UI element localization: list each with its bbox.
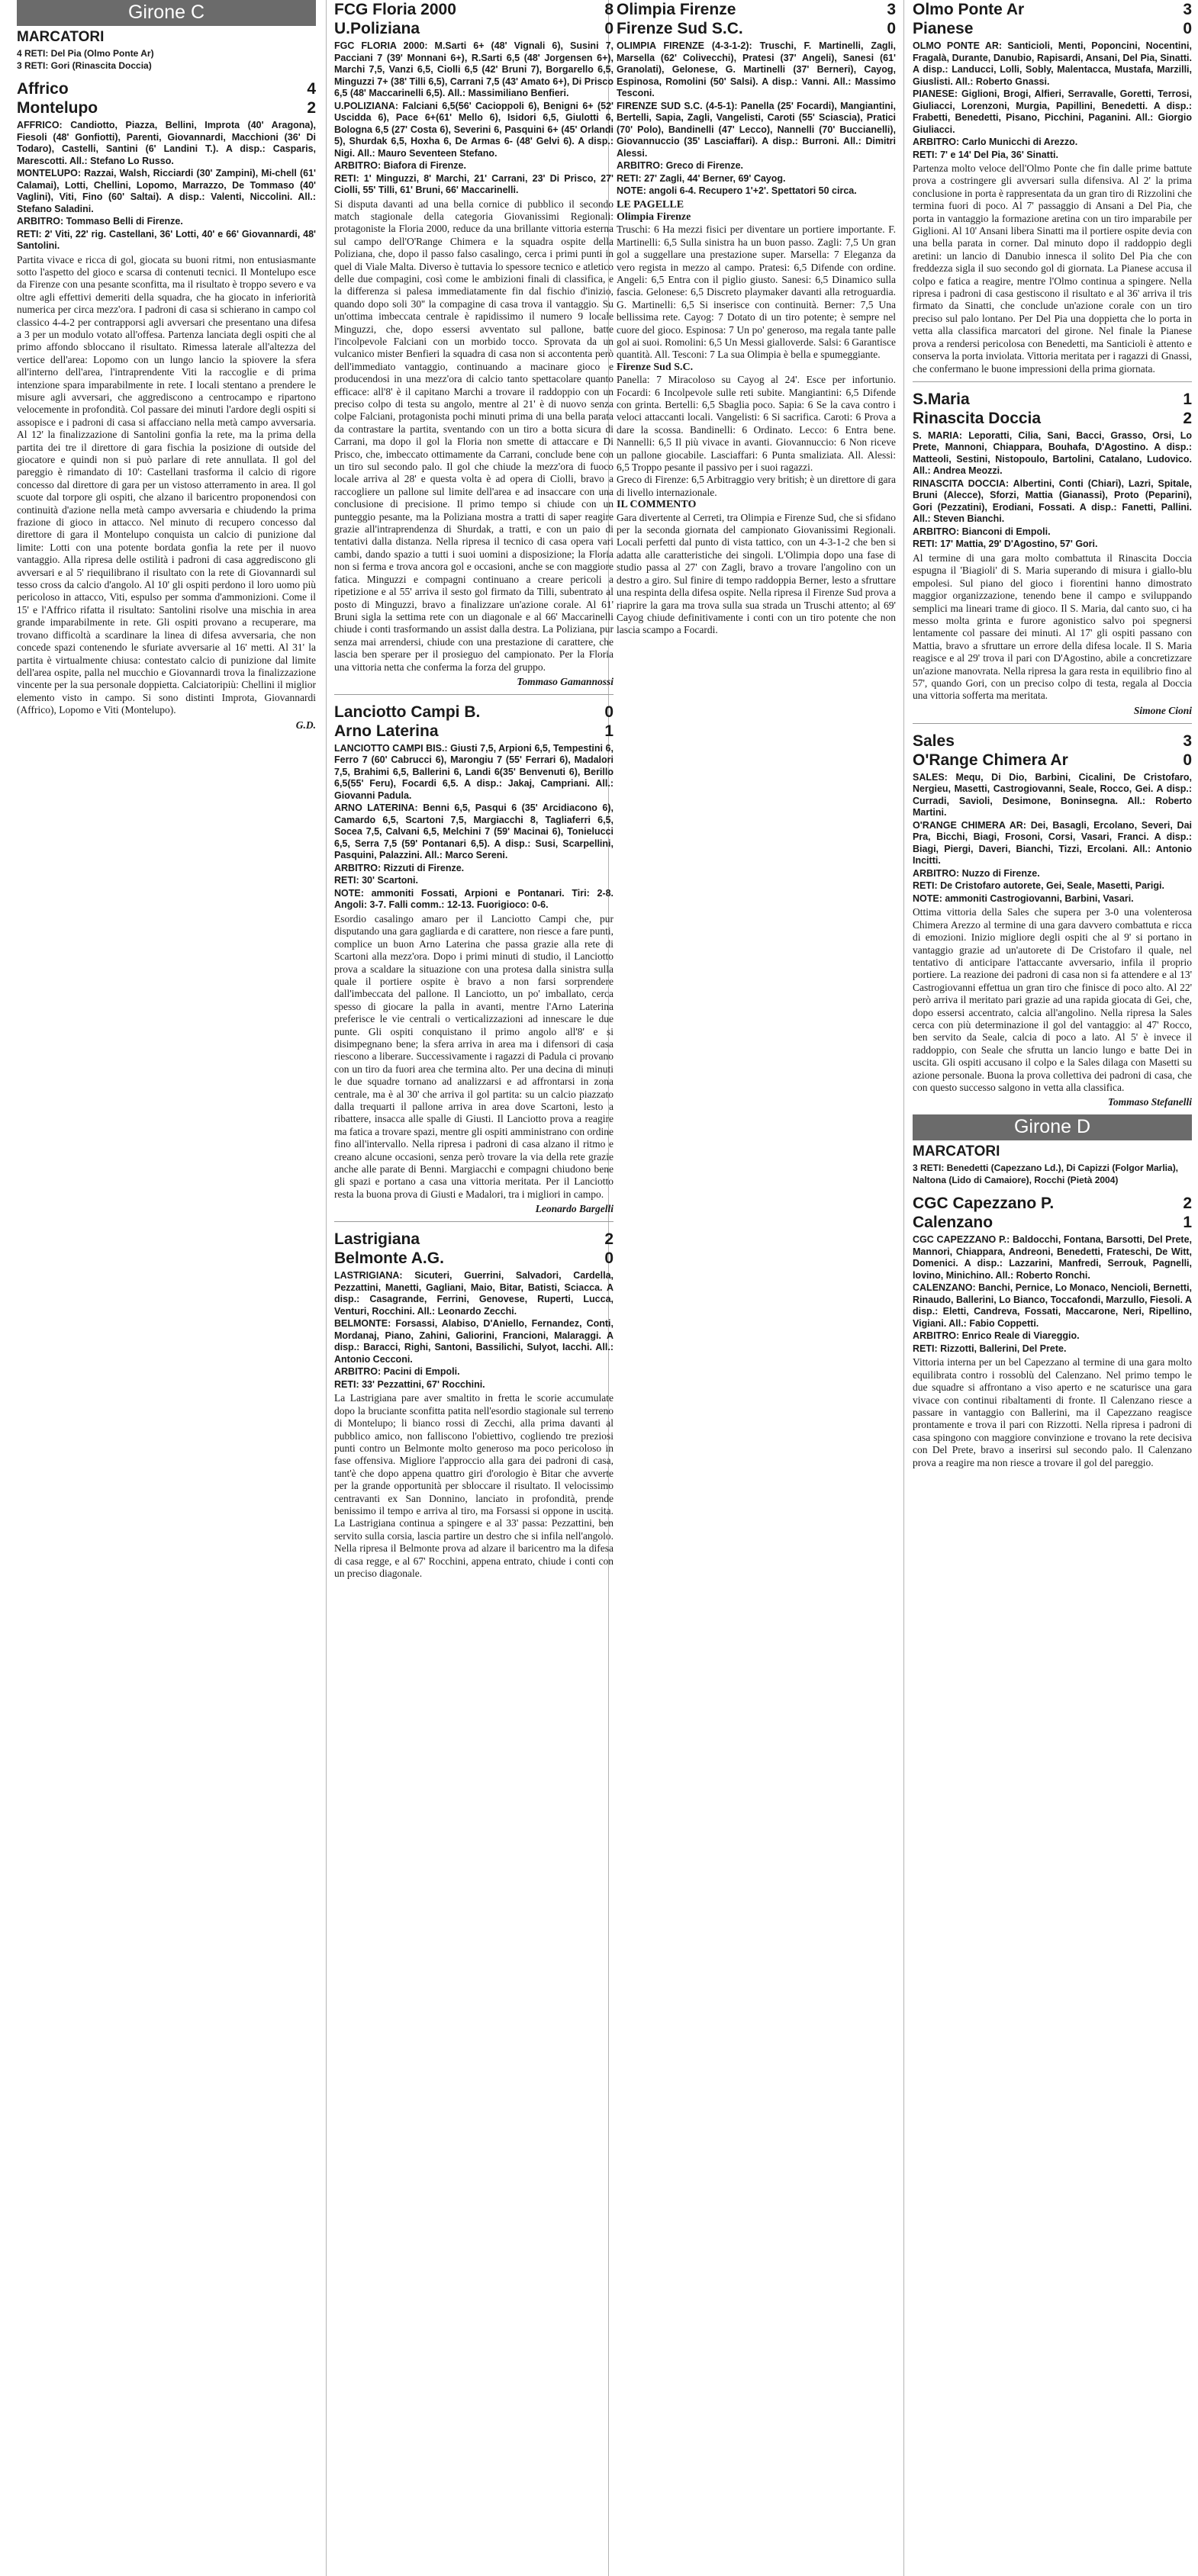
divider <box>334 1221 613 1222</box>
away-team: Firenze Sud S.C. <box>617 20 743 37</box>
away-team-row <box>334 722 613 741</box>
home-team-row <box>913 0 1192 19</box>
author-signature: Leonardo Bargelli <box>535 1203 613 1215</box>
group-banner-d: Girone D <box>913 1114 1192 1140</box>
away-lineup: U.POLIZIANA: Falciani 6,5(56' Cacioppoli 6), Benigni 6+ (52' Uscidda 6), Pace 6+(61' Mello 6), Isidori 6,5, Giulotti 6, Bologna 6,5 (27' Costa 6), Severini 6, Pasquini 6+ (45' Orlandi 5), Shurdak 6,5, Hoxha 6, De Armas 6- (48' Gelvi 6). A disp.: Nigi. All.: Mauro Seventeen Stefano. <box>334 100 613 159</box>
home-team-row <box>913 1194 1192 1213</box>
article-text: Ottima vittoria della Sales che supera per 3-0 una volenterosa Chimera Arezzo al termine di una gara davvero combattuta e ricca di emozioni. Inizio migliore degli ospiti che al 9' si portano in vantaggio grazie ad un'autorete di De Cristofaro il quale, nel tentativo di anticipare l'attaccante avversario, infila il proprio portiere. La reazione dei padroni di casa non si fa attendere e al 13' Castrogiovanni effettua un gran tiro che finisce di poco alto. Al 22' però arriva il meritato pari grazie ad una rapida giocata di Gei, che, dopo essersi accentrato, calcia all'angolino. Nella ripresa la Sales cerca con più determinazione il gol del vantaggio: al 47' Rocco, ben servito da Seale, calcia di poco a lato. Al 5' è invece il raddoppio, con Seale che sfrutta un lancio lungo e batte Dei in uscita. Gli ospiti accusano il colpo e la Sales dilaga con Masetti su azione personale. Buona la prova collettiva dei padroni di casa, che con questo successo salgono in vetta alla classifica. <box>913 906 1192 1093</box>
home-score: 0 <box>604 703 613 721</box>
match-info <box>913 430 1192 551</box>
match-info <box>334 40 613 197</box>
home-team-row <box>334 0 613 19</box>
column-4 <box>907 0 1198 2576</box>
home-team-row <box>334 703 613 722</box>
home-lineup: LASTRIGIANA: Sicuteri, Guerrini, Salvadori, Cardella, Pezzattini, Manetti, Gagliani, Maio, Bitar, Batisti, Sciacca. A disp.: Casagrande, Ferrini, Genovese, Ruperti, Lucca, Venturi, Rocchini. All.: Leonardo Zecchi. <box>334 1270 613 1317</box>
home-team: S.Maria <box>913 390 970 408</box>
away-team-row <box>334 1249 613 1268</box>
match-olmo-pianese <box>913 0 1192 375</box>
ratings <box>617 199 896 637</box>
column-divider <box>326 0 327 2576</box>
ratings-team: Firenze Sud S.C. <box>617 361 694 373</box>
away-score: 0 <box>604 1249 613 1268</box>
divider <box>913 723 1192 724</box>
match-info <box>617 40 896 198</box>
match-lastrigiana-belmonte <box>334 1230 613 1580</box>
comment-title: IL COMMENTO <box>617 499 697 511</box>
away-team: Montelupo <box>17 99 98 117</box>
away-lineup: FIRENZE SUD S.C. (4-5-1): Panella (25' Focardi), Mangiantini, Bertelli, Sapia, Zagli, Vangelisti, Caroti (55' Sciascia), Pratici (70' Polo), Bandinelli (47' Lecco), Nannelli (70' Buccianelli), Giovannuccio (35' Lasciaffari). A disp.: Burroni. All.: Dimitri Alessi. <box>617 100 896 159</box>
column-divider <box>903 0 904 2576</box>
home-score: 8 <box>604 1 613 18</box>
notes: NOTE: ammoniti Castrogiovanni, Barbini, Vasari. <box>913 892 1134 904</box>
author-signature: Simone Cioni <box>1133 704 1192 716</box>
goals: RETI: 33' Pezzattini, 67' Rocchini. <box>334 1378 485 1390</box>
referee: ARBITRO: Rizzuti di Firenze. <box>334 862 465 873</box>
home-score: 2 <box>1183 1195 1192 1213</box>
away-team-row <box>913 409 1192 428</box>
away-lineup: RINASCITA DOCCIA: Albertini, Conti (Chiari), Lazri, Spitale, Bruni (Alecce), Sforzi, Mattia (Gianassi), Proto (Peparini), Gori (Pezzatini), Erodiani, Fossati. A disp.: Fanetti, Pallini. All.: Steven Bianchi. <box>913 478 1192 525</box>
comment-text: Gara divertente al Cerreti, tra Olimpia e Firenze Sud, che si sfidano per la seconda giornata del campionato Giovanissimi Regionali. Locali perfetti dal punto di vista tattico, con un 4-3-1-2 che ben si adatta alle caratteristiche dei singoli. L'Olimpia dopo una fase di studio passa al 27' con Zagli, bravo a trovare l'angolino con un destro a giro. Sul finire di tempo raddoppia Berner, lesto a sfruttare una respinta della difesa ospite. Nella ripresa il Firenze Sud prova a riaprire la gara ma trova sulla sua strada un Truschi attento; al 69' Cayog chiude definitivamente i conti con un tiro potente che non lascia scampo a Focardi. <box>617 511 896 636</box>
home-team: Lastrigiana <box>334 1230 420 1249</box>
home-lineup: CGC CAPEZZANO P.: Baldocchi, Fontana, Barsotti, Del Prete, Mannori, Chiappara, Andreoni, Benedetti, Frateschi, De Witt, Domenici. A disp.: Lazzarini, Manfredi, Serrouk, Pagnelli, lovino, Minichino. All.: Roberto Ronchi. <box>913 1234 1192 1281</box>
away-score: 2 <box>307 99 316 117</box>
ratings-title: LE PAGELLE <box>617 198 684 211</box>
home-score: 3 <box>1183 1 1192 18</box>
goals: RETI: De Cristofaro autorete, Gei, Seale, Masetti, Parigi. <box>913 880 1164 892</box>
ratings-text: Truschi: 6 Ha mezzi fisici per diventare un portiere importante. F. Martinelli: 6,5 Sulla sinistra ha un buon passo. Zagli: 7,5 Un gran gol a suggellare una prestazione super. Marsella: 7 Eleganza da vero regista in mezzo al campo. Pratesi: 6,5 Difende con ordine. Angeli: 6,5 Entra con il piglio giusto. Sanesi: 6,5 Dinamico sulla fascia. Gelonese: 6,5 Discreto playmaker davanti alla retroguardia. G. Martinelli: 6,5 Si inserisce con continuità. Berner: 7,5 Una bellissima rete. Cayog: 7 Dotato di un tiro potente; è sempre nel cuore del gioco. Espinosa: 7 Un po' generoso, ma regala tante palle gol ai suoi. Romolini: 6,5 Un Messi gialloverde. Salsi: 6 Garantisce quantità. All. Tesconi: 7 La sua Olimpia è bella e spumeggiante. <box>617 224 896 361</box>
goals: RETI: 2' Viti, 22' rig. Castellani, 36' Lotti, 40' e 66' Giovannardi, 48' Santolini. <box>17 228 316 251</box>
away-score: 0 <box>887 20 896 37</box>
away-lineup: O'RANGE CHIMERA AR: Dei, Basagli, Ercolano, Severi, Dai Pra, Bicchi, Biagi, Frosoni, Corsi, Vasari, Franci. A disp.: Biagi, Piergi, Daveri, Bianchi, Tizzi, Ercolani. All.: Antonio Incitti. <box>913 819 1192 867</box>
home-lineup: OLMO PONTE AR: Santicioli, Menti, Poponcini, Nocentini, Fragalà, Durante, Danubio, Rapisardi, Ansani, Del Pia, Sinatti. A disp.: Landucci, Lolli, Sobly, Malentacca, Mustafa, Marzilli, Giuslisti. All.: Roberto Gnassi. <box>913 40 1192 87</box>
match-fcg-poliziana <box>334 0 613 688</box>
away-score: 0 <box>604 20 613 37</box>
home-lineup: SALES: Mequ, Di Dio, Barbini, Cicalini, De Cristofaro, Nergieu, Masetti, Castrogiovanni, Seale, Rocco, Gei. A disp.: Curradi, Savioli, Desimone, Boninsegna. All.: Roberto Martini. <box>913 771 1192 818</box>
article-body <box>334 1392 613 1580</box>
scorers-title: MARCATORI <box>913 1143 1000 1160</box>
home-team-row <box>617 0 896 19</box>
article-text: Vittoria interna per un bel Capezzano al termine di una gara molto equilibrata contro i rossoblù del Calenzano. Nel primo tempo le due squadre si affrontano a viso aperto e ne scaturisce una gara vivace con continui ribaltamenti di fronte. Il Calenzano riesce a passare in vantaggio con Ballerini, ma il Capezzano reagisce prontamente e trova il pari con Rizzotti. Nella ripresa i padroni di casa spingono con maggiore convinzione e trovano la rete decisiva con Del Prete, bravo a inserirsi sul secondo palo. Il Calenzano prova a reagire ma non riesce a trovare il gol del pareggio. <box>913 1356 1192 1468</box>
goals: RETI: 30' Scartoni. <box>334 875 418 886</box>
referee: ARBITRO: Greco di Firenze. <box>617 160 743 171</box>
referee: ARBITRO: Biafora di Firenze. <box>334 160 466 171</box>
match-lanciotto-laterina <box>334 703 613 1215</box>
away-team-row <box>913 1213 1192 1232</box>
away-team-row <box>617 19 896 38</box>
home-team: FCG Floria 2000 <box>334 1 456 18</box>
referee: ARBITRO: Nuzzo di Firenze. <box>913 867 1040 879</box>
article-text: Partita vivace e ricca di gol, giocata su buoni ritmi, non entusiasmante sotto l'aspetto del gioco e scarsa di contenuti tecnici. Il Montelupo esce da Firenze con una pesante sconfitta, ma il risultato è troppo severo e va oltre agli effettivi demeriti della squadra, che ha giocato in inferiorità numerica per circa mezz'ora. I padroni di casa si schierano in campo col classico 4-4-2 per contrapporsi agli avversari che presentano una difesa a 3 per un modulo votato all'offesa. Partenza lanciata degli ospiti che al primo affondo sbloccano il risultato. Rimessa laterale all'altezza del vertice dell'area: Lopomo con un lungo lancio la spiovere la sfera all'interno dell'area, l'intraprendente Viti la raccoglie e di prima intenzione spara imparabilmente in rete. I locali stentano a prendere le misure agli avversari, che aggrediscono a centrocampo e ripartono velocemente in profondità. Col passare dei minuti l'ardore degli ospiti si assopisce e i padroni di casa si affacciano nella metà campo avversaria. Al 12' la finalizzazione di Santolini gonfia la rete, ma la prima della partita dei tre il direttore di gara fischia la posizione di outside del giocatore e quindi non si può parlare di rete annullata. Il gol del pareggio è rimandato di 10': Castellani trasforma il calcio di rigore concesso dal direttore di gara per un vistoso atterramento in area. Il gol scuote dal torpore gli ospiti, che alzano il baricentro proponendosi con continuità d'azione nella metà campo avversaria e chiudendo la prima frazione di gioco in attacco. Nel minuto di recupero concesso dal direttore di gara il Montelupo conquista un calcio di punizione dal limite: Lotti con una potente bordata gonfia la rete per il nuovo vantaggio. Alla ripresa delle ostilità i padroni di casa aggrediscono gli avversari e al 5' riequilibrano il risultato con la rete di Giovannardi sul tesso cross da calcio d'angolo. Al 10' gli ospiti perdono il loro uomo più pericoloso in attacco, Viti, espulso per somma d'ammonizioni. Come il 15' e l'Affrico rifatta il risultato: Santolini risolve una mischia in area grande imparabilmente in rete. Gli ospiti provano a recuperare, ma trovano difficoltà a scardinare la linea di difesa avversaria, che non concede spazi contenendo le sfuriate avversarie al 16' metti. Al 31' la partita è virtualmente chiusa: contestato calcio di punizione dal limite dell'area ospite, palla nel mucchio e Giovannardi trova la finalizzazione vincente per la sua personale doppietta. Calciatoripiù: Chellini il miglior elemento visto in campo. Si sono distinti Improta, Giovannardi (Affrico), Lopomo e Viti (Montelupo). <box>17 253 316 716</box>
home-team: Olimpia Firenze <box>617 1 736 18</box>
home-score: 1 <box>1183 390 1192 408</box>
away-lineup: MONTELUPO: Razzai, Walsh, Ricciardi (30' Zampini), Mi-chell (61' Calamai), Lotti, Chellini, Lopomo, Marrazzo, De Tommaso (40' Vaglini), Viti, Fino (60' Saltai). A disp.: Valenti, Niccolini. All.: Stefano Saladini. <box>17 168 316 214</box>
home-team: CGC Capezzano P. <box>913 1195 1055 1213</box>
home-score: 4 <box>307 80 316 98</box>
article-body <box>913 162 1192 375</box>
scorers-line: 3 RETI: Gori (Rinascita Doccia) <box>17 60 152 71</box>
divider <box>334 694 613 695</box>
match-info <box>334 1270 613 1391</box>
home-team-row <box>913 732 1192 751</box>
author-signature: G.D. <box>295 719 316 731</box>
match-info <box>913 772 1192 905</box>
away-team: Pianese <box>913 20 974 37</box>
goals: RETI: 7' e 14' Del Pia, 36' Sinatti. <box>913 149 1058 160</box>
goals: RETI: 17' Mattia, 29' D'Agostino, 57' Gori. <box>913 539 1098 550</box>
home-team: Lanciotto Campi B. <box>334 703 481 721</box>
away-team: Arno Laterina <box>334 722 439 740</box>
article-text: La Lastrigiana pare aver smaltito in fretta le scorie accumulate dopo la bruciante sconfitta patita nell'esordio stagionale sul terreno di Montelupo; li bianco rossi di Zecchi, alla prima davanti al pubblico amico, non falliscono l'obiettivo, cogliendo tre preziosi punti contro un Belmonte molto generoso ma poco pericoloso in fase offensiva. Migliore l'approccio alla gara dei padroni di casa, tant'è che dopo appena quattro giri d'orologio è Bitar che avverte per la grande opportunità per sbloccare il risultato. Il velocissimo centravanti ex San Donnino, lanciato in profondità, prende benissimo il tempo e arriva al tiro, ma Forsassi si oppone in uscita. La Lastrigiana continua a spingere e al 33' passa: Pezzattini, ben servito sulla corsia, lascia partire un destro che si infila nell'angolo. Nella ripresa il Belmonte prova ad alzare il baricentro ma la difesa di casa regge, e al 67' Rocchini, appena entrato, chiude i conti con un preciso diagonale. <box>334 1392 613 1579</box>
scorers-title: MARCATORI <box>17 29 105 45</box>
referee-rating: Greco di Firenze: 6,5 Arbitraggio very british; è un direttore di gara di livello internazionale. <box>617 474 896 498</box>
notes: NOTE: ammoniti Fossati, Arpioni e Pontanari. Tiri: 2-8. Angoli: 3-7. Falli comm.: 12-13. Fuorigioco: 0-6. <box>334 887 613 911</box>
away-team: U.Poliziana <box>334 20 420 37</box>
home-lineup: LANCIOTTO CAMPI BIS.: Giusti 7,5, Arpioni 6,5, Tempestini 6, Ferro 7 (60' Cabrucci 6), Marongiu 7 (55' Ferrari 6), Madalori 7,5, Brahimi 6,5, Ballerini 6, Landi 6(35' Benvenuti 6), Berillo 6,5(55' Feru), Focardi 6,5. A disp.: Jakaj, Campriani. All.: Giovanni Padula. <box>334 742 613 801</box>
home-score: 2 <box>604 1230 613 1249</box>
article-text: Esordio casalingo amaro per il Lanciotto Campi che, pur disputando una gara gagliarda e di carattere, non riesce a fare punti, complice un buon Arno Laterina che passa grazie alla rete di Scartoni alla mezz'ora. Dopo i primi minuti di studio, il Lanciotto prova a scaldare la situazione con una protesa dalla sinistra sulla quale il portiere ospite è bravo a non farsi sorprendere dall'imbeccata del pallone. Il Lanciotto, un po' imballato, cerca spesso di giocare la palla in avanti, mentre l'Arno Laterina preferisce le vie centrali o verticalizzazioni ad innescare le due punte. Gli ospiti conquistano il primo angolo all'8' e si disimpegnano bene; la sfera arriva in area ma i difensori di casa riescono a liberare. Successivamente i ragazzi di Padula ci provano con un tiro da fuori area che termina alto. Per una decina di minuti le due squadre tornano ad analizzarsi e ad affrontarsi in zona centrale, ma è al 30' che arriva il gol partita: su un calcio piazzato dalla trequarti il pallone arriva in area dove Scartoni, lesto a ribattere, insacca alle spalle di Giusti. Il Lanciotto prova a reagire ma fatica a trovare spazi, mentre gli ospiti amministrano con ordine fino all'intervallo. Nella ripresa i padroni di casa alzano il ritmo e creano alcune occasioni, senza però trovare la via della rete grazie anche alle parate di Benni. Margiacchi e compagni chiudono bene gli spazi e portano a casa una vittoria meritata. Per il Lanciotto resta la buona prova di Giusti e Madalori, tra i migliori in campo. <box>334 912 613 1200</box>
away-team: Rinascita Doccia <box>913 409 1042 427</box>
match-sales-chimera <box>913 732 1192 1109</box>
home-lineup: AFFRICO: Candiotto, Piazza, Bellini, Improta (40' Aragona), Fiesoli (48' Gonfiotti), Parenti, Giovannardi, Macchioni (36' Di Todaro), Castelli, Santini (6' Landini T.). A disp.: Casparis, Marescotti. All.: Stefano Lo Russo. <box>17 120 316 166</box>
away-score: 2 <box>1183 409 1192 427</box>
away-team: Calenzano <box>913 1214 994 1232</box>
home-lineup: OLIMPIA FIRENZE (4-3-1-2): Truschi, F. Martinelli, Zagli, Marsella (62' Colivecchi), Pratesi (37' Angeli), Sanesi (61' Granolati), Gelonese, G. Martinelli (37' Berneri), Cayog, Espinosa, Romolini (50' Salsi). A disp.: Vanni. All.: Massimo Tesconi. <box>617 40 896 98</box>
match-info <box>913 1234 1192 1355</box>
goals: RETI: 27' Zagli, 44' Berner, 69' Cayog. <box>617 172 786 184</box>
home-team: Olmo Ponte Ar <box>913 1 1025 18</box>
goals: RETI: 1' Minguzzi, 8' Marchi, 21' Carrani, 23' Di Prisco, 27' Ciolli, 55' Tilli, 61' Bruni, 66' Maccarinelli. <box>334 172 613 195</box>
article-body <box>334 198 613 674</box>
away-score: 1 <box>604 722 613 740</box>
referee: ARBITRO: Bianconi di Empoli. <box>913 526 1051 537</box>
match-info <box>913 40 1192 161</box>
goals: RETI: Rizzotti, Ballerini, Del Prete. <box>913 1343 1067 1354</box>
article-body <box>913 1356 1192 1469</box>
away-lineup: BELMONTE: Forsassi, Alabiso, D'Aniello, Fernandez, Conti, Mordanaj, Piano, Zahini, Galiorini, Francioni, Malaraggi. A disp.: Baracci, Righi, Santoni, Bassilichi, Sulyot, Iacchi. All.: Antonio Cecconi. <box>334 1318 613 1365</box>
home-team: Sales <box>913 732 955 750</box>
away-team-row <box>913 19 1192 38</box>
home-score: 3 <box>1183 732 1192 750</box>
home-team-row <box>913 390 1192 409</box>
referee: ARBITRO: Enrico Reale di Viareggio. <box>913 1330 1080 1342</box>
home-team: Affrico <box>17 80 69 98</box>
scorers-line: 3 RETI: Benedetti (Capezzano Ld.), Di Capizzi (Folgor Marlia), Naltona (Lido di Camaiore), Rocchi (Pietà 2004) <box>913 1163 1179 1186</box>
home-score: 3 <box>887 1 896 18</box>
match-smaria-doccia <box>913 390 1192 717</box>
away-lineup: PIANESE: Giglioni, Brogi, Alfieri, Serravalle, Goretti, Terrosi, Giuliacci, Lorenzoni, Murgia, Papillini, Benedetti. A disp.: Frabetti, Benedetti, Pisano, Picchini, Paganini. All.: Giorgio Giuliacci. <box>913 88 1192 135</box>
match-capezzano-calenzano <box>913 1194 1192 1469</box>
scorers-line: 4 RETI: Del Pia (Olmo Ponte Ar) <box>17 48 154 59</box>
article-text: Partenza molto veloce dell'Olmo Ponte che fin dalle prime battute prova a costringere gli avversari sulla difensiva. Al 2' la prima conclusione in porta è rappresentata da un gran tiro di Rizzolini che termina fuori di poco. Al 7' passaggio di Ansani a Del Pia, che porta in vantaggio la formazione aretina con un tiro imparabile per Giglioni. Al 10' Ansani libera Sinatti ma il portiere ospite devia con una bella parata in corner. Dal minuto dopo il raddoppio degli aretini: un lancio di Danubio innesca il solito Del Pia che con freddezza sigla il suo secondo gol di giornata. La Pianese accusa il colpo e fatica a reagire, mentre l'Olmo continua a spingere. Nella ripresa i padroni di casa gestiscono il risultato e al 36' arriva il tris firmato da Sinatti, che conclude un'azione corale con un tiro preciso sul palo lontano. Per Del Pia una doppietta che lo porta in vetta alla classifica marcatori del girone. Nel finale la Pianese prova a rendersi pericolosa con Benedetti, ma Santicioli è attento e conserva la porta inviolata. Vittoria meritata per i ragazzi di Gnassi, che confermano le buone impressioni della prima giornata. <box>913 162 1192 375</box>
away-lineup: ARNO LATERINA: Benni 6,5, Pasqui 6 (35' Arcidiacono 6), Camardo 6,5, Scartoni 7,5, Margiacchi 8, Tagliaferri 6,5, Socea 7,5, Calvani 6,5, Melchini 7 (59' Macinai 6), Tonielucci 6,5, Serra 7,5 (59' Pontanari 6,5). A disp.: Susi, Scarpellini, Pasquini, Palazzini. All.: Marco Sereni. <box>334 802 613 861</box>
home-lineup: S. MARIA: Leporatti, Cilia, Sani, Bacci, Grasso, Orsi, Lo Prete, Mannoni, Chiappara, Bouhafa, D'Agostino. A disp.: Matteoli, Sestini, Nistopoulo, Bartolini, Catalano, Ludovico. All.: Andrea Meozzi. <box>913 429 1192 477</box>
ratings-team: Olimpia Firenze <box>617 211 691 223</box>
article-body <box>913 906 1192 1094</box>
away-team: O'Range Chimera Ar <box>913 751 1068 769</box>
article-text: Al termine di una gara molto combattuta il Rinascita Doccia espugna il 'Biagioli' di S. Maria superando di misura i giallo-blu empolesi. Sul piano del gioco i fiorentini hanno dimostrato maggior organizzazione, tenendo bene il campo e sviluppando semplici ma lineari trame di gioco. Il S. Maria, dal canto suo, ci ha messo molta grinta e furore agonistico salvo poi spegnersi lentamente col passare dei minuti. Al 17' gli ospiti passano con Mattia, bravo a sfruttare un errore della difesa locale. Il S. Maria reagisce e al 29' trova il pari con D'Agostino, abile a concretizzare un'azione manovrata. Nella ripresa la gara resta in equilibrio fino al 57', quando Gori, con un preciso colpo di testa, regala al Doccia una vittoria sofferta ma meritata. <box>913 552 1192 702</box>
article-text: Si disputa davanti ad una bella cornice di pubblico il secondo match stagionale della categoria Giovanissimi Regionali: protagoniste la Floria 2000, reduce da una brillante vittoria esterna sul campo dell'O'Range Chimera e la squadra ospite della Poliziana, che, dopo il passo falso casalingo, cerca i primi punti in quel di Viale Malta. Diverso è tuttavia lo spessore tecnico e atletico delle due compagini, così come le ambizioni finali di classifica, e la differenza si palesa immediatamente fin dal fischio d'inizio, quando dopo soli 30'' la compagine di casa trova il vantaggio. Su un'ottima imbeccata centrale è rapidissimo il numero 9 locale Minguzzi, che, dopo essersi avventato sul pallone, batte l'incolpevole Falciani con un morbido tocco. Sprovata da un vulcanico mister Benfieri la squadra di casa non si accontenta però dell'immediato vantaggio, continuando a macinare gioco e producendosi in una mezz'ora di calcio tanto spettacolare quanto efficace: all'8' è il capitano Marchi a trovare il raddoppio con un preciso colpo di testa su angolo, mentre al 21' è di nuovo senza colpe Falciani, protagonista pochi minuti prima di una bella parata da contrastare la partita, sventando con un tiro a botta sicura di Carrani, ma dopo il gol la Floria non smette di attaccare e Di Prisco, che, imbeccato ottimamente da Carrani, conclude bene con un tiro sul secondo palo. Il gol che chiude la mezz'ora di fuoco locale arriva al 28' e questa volta è ad opera di Ciolli, bravo a raccogliere un pallone sul limite dell'area e ad insaccare con una conclusione di precisione. Il primo tempo si chiude con un punteggio pesante, ma la Poliziana mostra a tratti di saper reagire grazie all'intraprendenza di Shurdak, a tratti, e con un paio di tentativi dalla distanza. Nella ripresa il tecnico di casa opera vari cambi, dando spazio a tutti i suoi uomini a disposizione; la Floria non si ferma e trova ancora gol e occasioni, anche se con maggiore fatica. Minguzzi e compagni continuano a creare pericoli a ripetizione e al 55' arriva il sesto gol firmato da Tilli, subentrato al posto di Minguzzi, bravo a finalizzare un'azione corale. Al 61' Bruni sigla la settima rete con un diagonale e al 66' Maccarinelli chiude i conti trasformando un assist dalla destra. La Poliziana, pur senza mai arrendersi, chiude con una prestazione di carattere, che lascia ben sperare per il prosieguo del campionato. Per la Floria una vittoria netta che conferma la forza del gruppo. <box>334 198 613 673</box>
away-lineup: CALENZANO: Banchi, Pernice, Lo Monaco, Nencioli, Bernetti, Rinaudo, Ballerini, Lo Bianco, Toccafondi, Marzullo, Fiesoli. A disp.: Eletti, Candreva, Fossati, Maccarone, Neri, Ripellino, Vigiani. All.: Fabio Coppetti. <box>913 1282 1193 1329</box>
column-2 <box>328 0 620 2576</box>
referee: ARBITRO: Tommaso Belli di Firenze. <box>17 216 183 227</box>
ratings-text: Panella: 7 Miracoloso su Cayog al 24'. Esce per infortunio. Focardi: 6 Incolpevole sulle reti subite. Mangiantini: 6,5 Difende con grinta. Bertelli: 6,5 Sbaglia poco. Sapia: 6 Se la cava contro i veloci attaccanti locali. Vangelisti: 6 Si sacrifica. Caroti: 6 Prova a dare la scossa. Bandinelli: 6 Ordinato. Lecco: 6 Entra bene. Nannelli: 6,5 Il più vivace in avanti. Giovannuccio: 6 Non riceve un pallone giocabile. Lasciaffari: 6 Punta smaliziata. All. Alessi: 6,5 Troppo pesante il passivo per i suoi ragazzi. <box>617 374 896 474</box>
away-team: Belmonte A.G. <box>334 1249 444 1268</box>
referee: ARBITRO: Carlo Municchi di Arezzo. <box>913 137 1078 147</box>
notes: NOTE: angoli 6-4. Recupero 1'+2'. Spettatori 50 circa. <box>617 185 857 196</box>
away-team-row <box>17 98 316 117</box>
home-team-row <box>17 79 316 98</box>
away-score: 1 <box>1183 1214 1192 1232</box>
divider <box>913 381 1192 382</box>
column-3 <box>610 0 902 2576</box>
match-affrico-montelupo <box>17 79 316 732</box>
article-body <box>334 913 613 1201</box>
away-score: 0 <box>1183 751 1192 769</box>
article-body <box>17 254 316 717</box>
article-body <box>913 552 1192 703</box>
home-lineup: FGC FLORIA 2000: M.Sarti 6+ (48' Vignali 6), Susini 7, Pacciani 7 (39' Monnani 6+), R.Sarti 6,5 (48' Jorgensen 6+), Marchi 7,5, Vanzi 6,5, Ciolli 6,5 (42' Bruni 7), Borgarello 6,5, Minguzzi 7+ (38' Tilli 6,5), Carrani 7,5 (43' Amato 6+), Di Prisco 6,5 (48' Maccarinelli 6,5). All.: Massimiliano Benfieri. <box>334 40 613 98</box>
away-team-row <box>913 751 1192 770</box>
author-signature: Tommaso Gamannossi <box>517 675 613 687</box>
home-team-row <box>334 1230 613 1249</box>
away-team-row <box>334 19 613 38</box>
column-1 <box>11 0 322 2576</box>
match-info <box>17 120 316 252</box>
match-olimpia-firenzesud <box>617 0 896 637</box>
author-signature: Tommaso Stefanelli <box>1107 1096 1192 1108</box>
match-info <box>334 743 613 912</box>
group-banner-c: Girone C <box>17 0 316 26</box>
away-score: 0 <box>1183 20 1192 37</box>
referee: ARBITRO: Pacini di Empoli. <box>334 1366 460 1378</box>
